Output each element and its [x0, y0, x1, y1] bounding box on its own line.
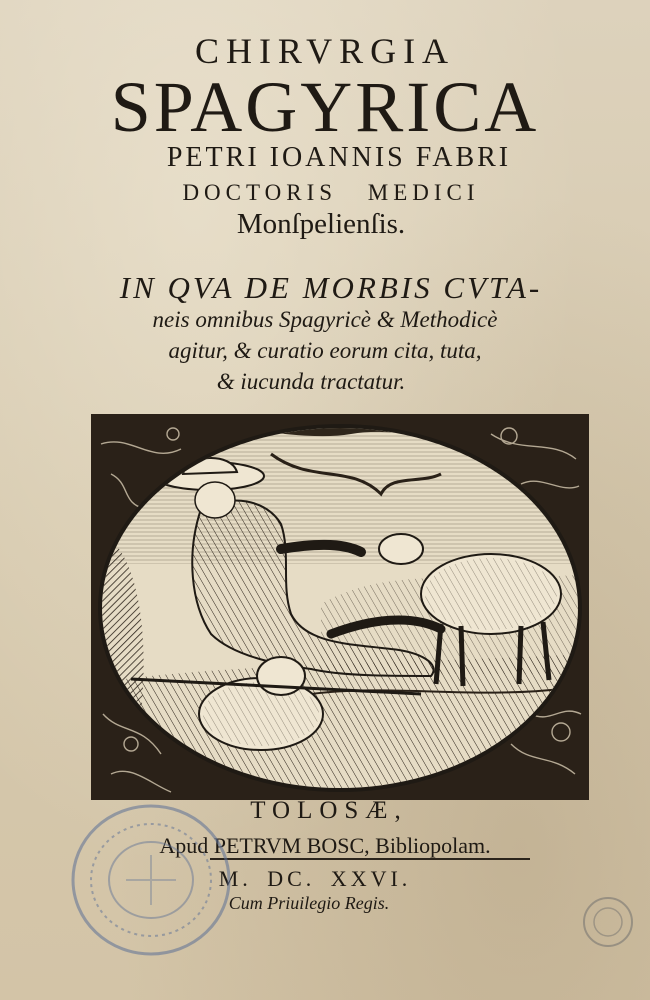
title-line-2: SPAGYRICA: [110, 67, 540, 147]
privilege-note: Cum Priuilegio Regis.: [228, 893, 390, 913]
imprint-place: TOLOSÆ,: [250, 797, 408, 824]
subtitle-line-4: & iucunda tractatur.: [216, 369, 406, 394]
library-stamp-icon: [66, 795, 236, 965]
author-name: PETRI IOANNIS FABRI: [166, 142, 512, 173]
imprint-printer: Apud PETRVM BOSC, Bibliopolam.: [159, 833, 491, 858]
subtitle-line-2: neis omnibus Spagyricè & Methodicè: [152, 307, 498, 332]
subtitle-line-1: IN QVA DE MORBIS CVTA-: [119, 270, 543, 305]
imprint-date: M. DC. XXVI.: [218, 866, 412, 891]
imprint-rule: [210, 858, 530, 860]
author-origin: Monſpelienſis.: [236, 208, 406, 240]
small-stamp-icon: [578, 892, 638, 952]
author-title: DOCTORIS MEDICI: [182, 180, 480, 205]
subtitle-line-3: agitur, & curatio eorum cita, tuta,: [168, 338, 482, 363]
title-line-1: CHIRVRGIA: [194, 31, 456, 71]
shepherd-woodcut-image: [91, 414, 589, 800]
